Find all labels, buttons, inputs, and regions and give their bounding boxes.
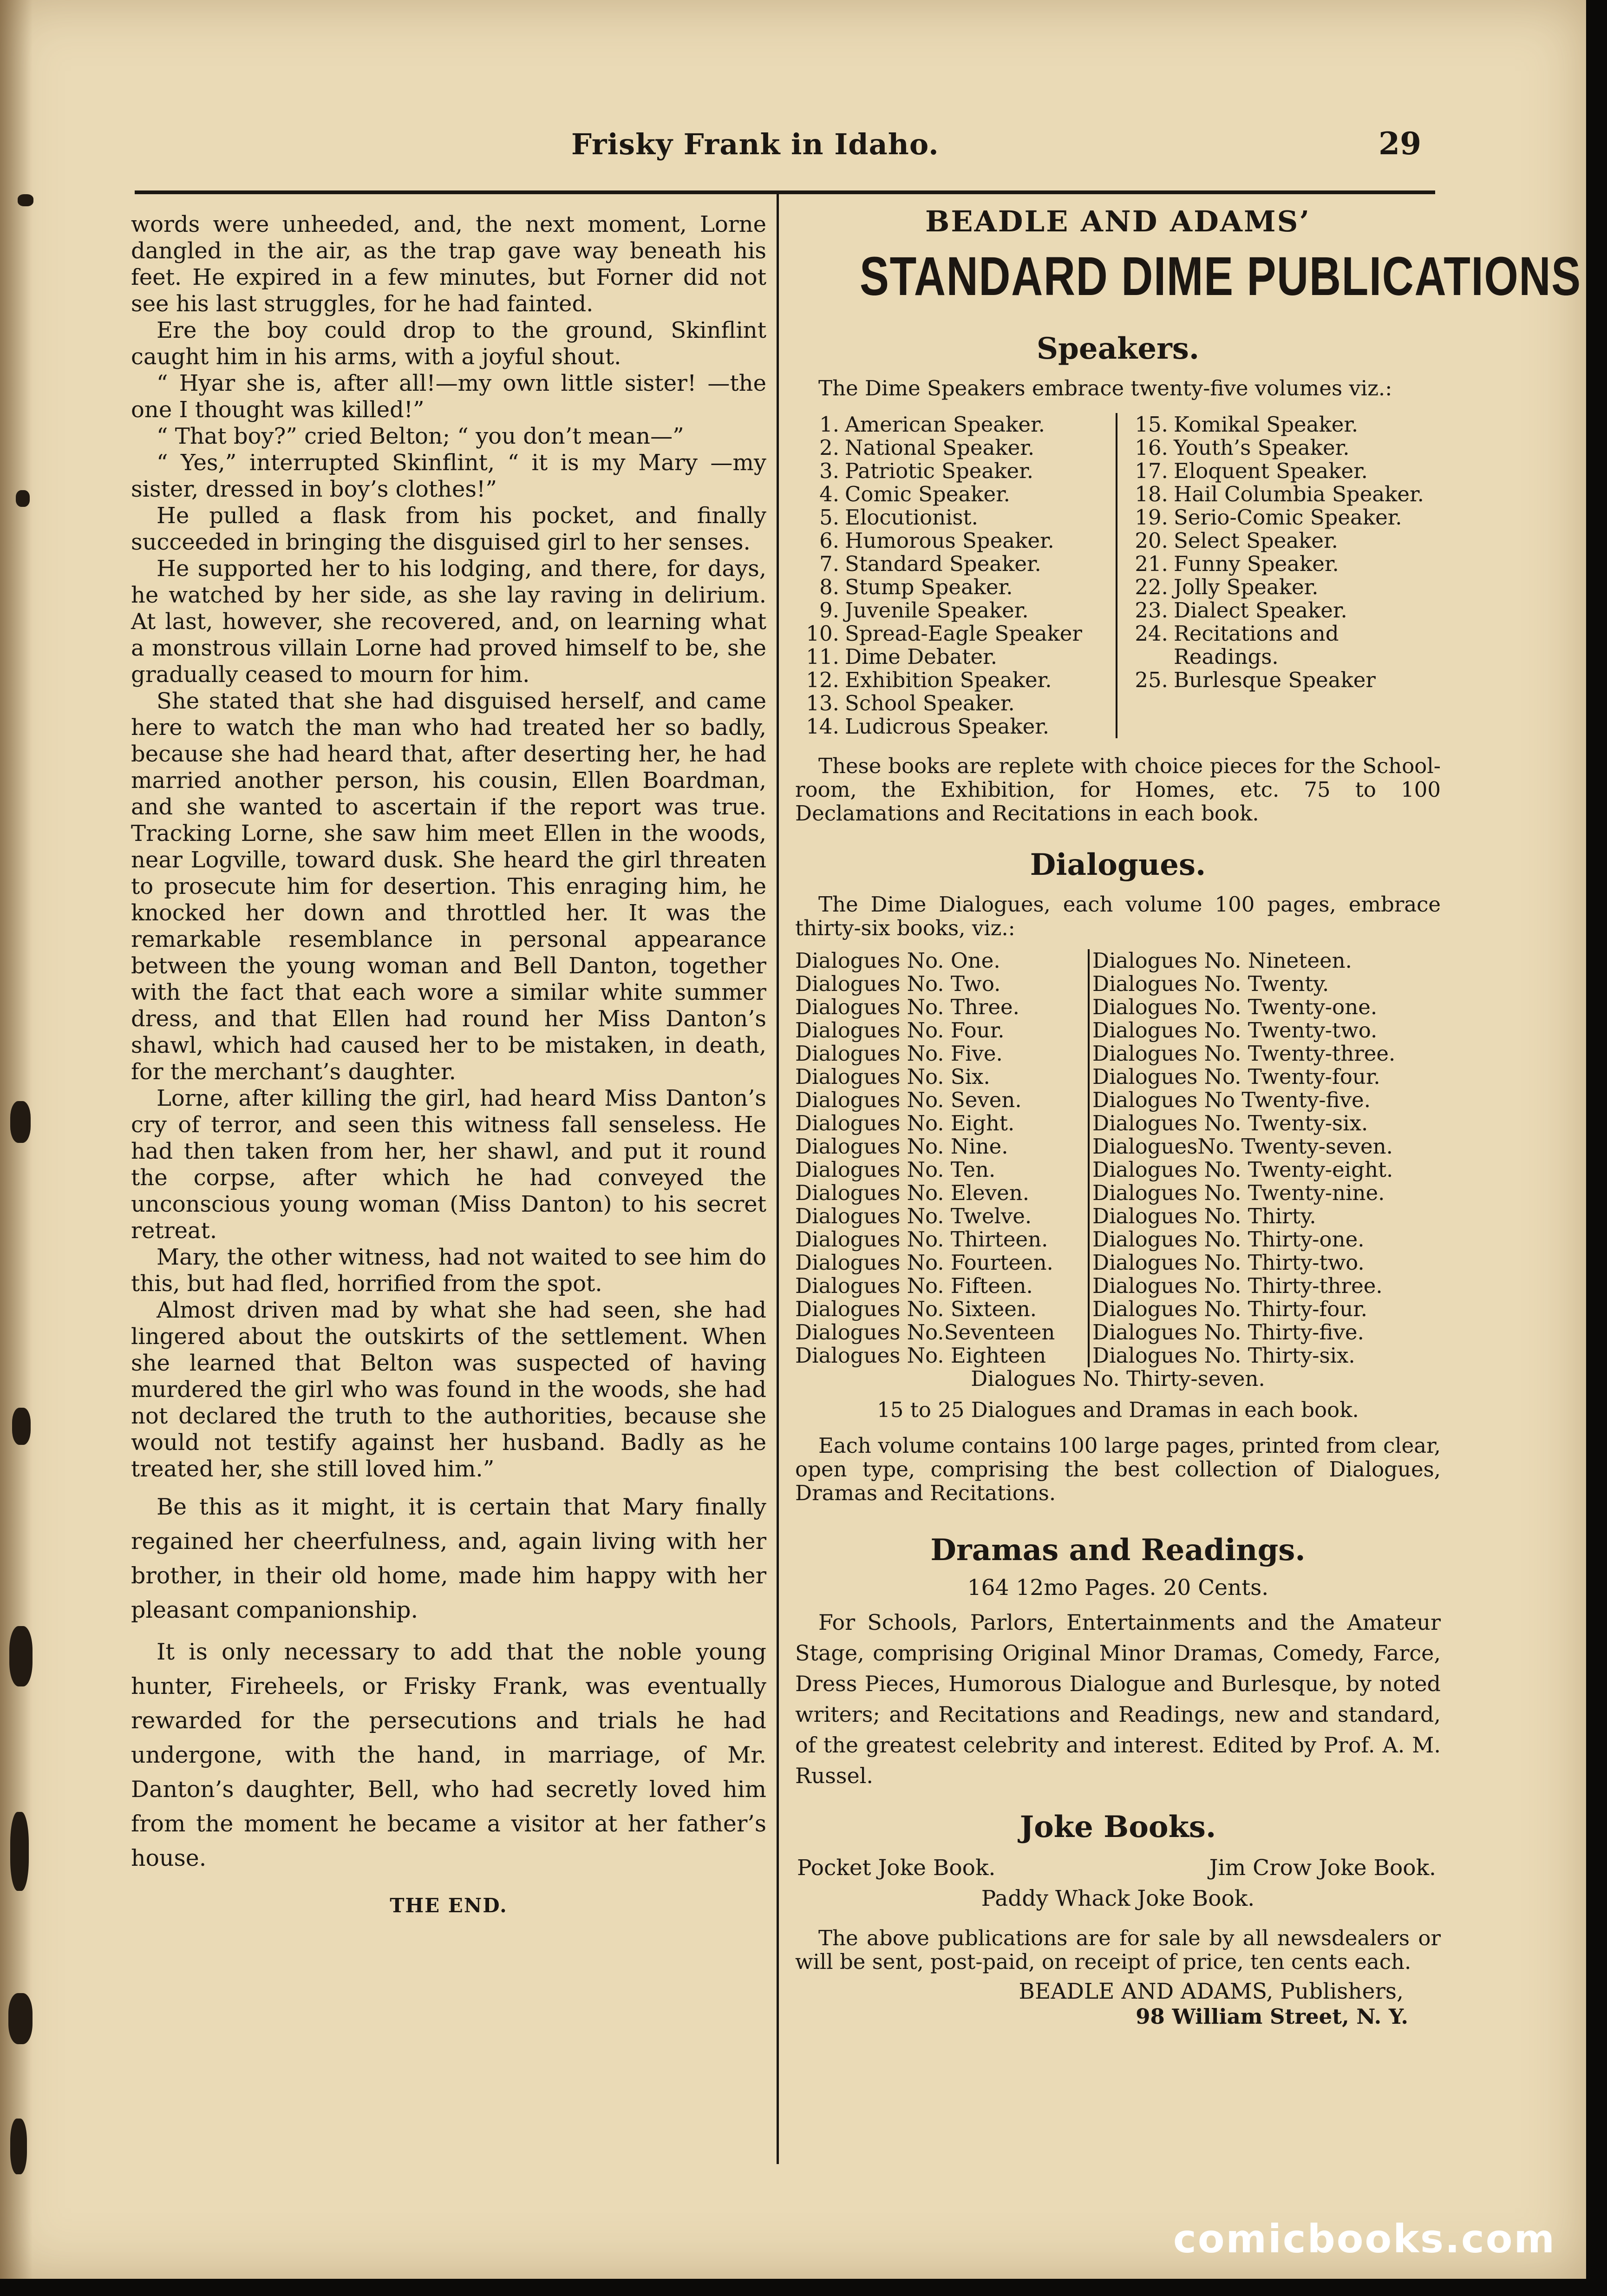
speaker-title: Humorous Speaker. — [845, 528, 1054, 553]
speaker-list-item — [795, 413, 1116, 436]
running-title: Frisky Frank in Idaho. — [571, 127, 939, 161]
speaker-title: Standard Speaker. — [845, 551, 1041, 576]
story-paragraph: He pulled a flask from his pocket, and finally succeeded in bringing the disguised girl to her senses. — [131, 503, 766, 555]
dialogue-list-item: Dialogues No. Three. — [795, 995, 1019, 1019]
dialogues-extra-item: Dialogues No. Thirty-seven. — [971, 1366, 1265, 1391]
speaker-number: 18. — [1135, 482, 1168, 506]
speaker-number: 6. — [819, 528, 839, 553]
speaker-number: 17. — [1135, 459, 1168, 483]
dialogue-list-item: Dialogues No. Twenty-eight. — [1092, 1157, 1393, 1182]
story-paragraph: Be this as it might, it is certain that Mary finally regained her cheerfulness, and, again living with her brother, in their old home, made him happy with her pleasant companionship. — [131, 1494, 766, 1623]
catalog-title: STANDARD DIME PUBLICATIONS — [860, 246, 1581, 307]
running-head — [135, 122, 1435, 173]
publisher-heading: BEADLE AND ADAMS’ — [925, 204, 1311, 238]
dialogue-list-item: Dialogues No. Fourteen. — [795, 1250, 1053, 1275]
speaker-list-item — [1124, 599, 1441, 622]
speaker-title: Juvenile Speaker. — [845, 598, 1029, 623]
speaker-number: 21. — [1135, 551, 1168, 576]
speaker-number: 14. — [806, 714, 839, 739]
speaker-title: National Speaker. — [845, 435, 1035, 460]
joke-books-row — [795, 1853, 1441, 1883]
speaker-title: Comic Speaker. — [845, 482, 1010, 506]
speaker-number: 7. — [819, 551, 839, 576]
header-rule — [135, 190, 1435, 194]
dialogue-list-item: Dialogues No. Thirty-two. — [1092, 1250, 1365, 1275]
dialogue-list-item: Dialogues No. Thirty-four. — [1092, 1297, 1368, 1321]
dramas-heading: Dramas and Readings. — [930, 1533, 1306, 1568]
speakers-list-column — [1116, 413, 1441, 738]
speaker-number: 5. — [819, 505, 839, 530]
story-paragraph: It is only necessary to add that the noble young hunter, Fireheels, or Frisky Frank, was eventually rewarded for the persecutions and trials he had undergone, with the hand, in marriage, of Mr. Danton’s daughter, Bell, who had secretly loved him from the moment he became a visitor at her father’s house. — [131, 1639, 766, 1871]
speaker-list-item — [1124, 459, 1441, 483]
sale-note: The above publications are for sale by all newsdealers or will be sent, post-paid, on receipt of price, ten cents each. — [795, 1926, 1441, 1974]
story-paragraph: “ That boy?” cried Belton; “ you don’t mean—” — [157, 423, 684, 449]
dialogues-list — [795, 949, 1441, 1367]
dialogue-list-item: Dialogues No. Sixteen. — [795, 1297, 1037, 1321]
dialogue-list-item: Dialogues No. Thirty-six. — [1092, 1343, 1355, 1368]
speaker-number: 16. — [1135, 435, 1168, 460]
dialogue-list-item: Dialogues No. Thirteen. — [795, 1227, 1048, 1252]
dialogue-list-item: Dialogues No. Nine. — [795, 1134, 1008, 1159]
speaker-title: Funny Speaker. — [1174, 551, 1339, 576]
binding-mark — [9, 1626, 33, 1686]
speaker-title: Eloquent Speaker. — [1174, 459, 1368, 483]
dialogues-intro: The Dime Dialogues, each volume 100 pages, embrace thirty-six books, viz.: — [795, 892, 1441, 940]
speaker-list-item — [795, 599, 1116, 622]
speaker-title: Select Speaker. — [1174, 528, 1338, 553]
dramas-price: 164 12mo Pages. 20 Cents. — [967, 1575, 1269, 1601]
catalog-column — [795, 204, 1581, 2029]
speaker-title: School Speaker. — [845, 691, 1015, 715]
speakers-heading: Speakers. — [1036, 331, 1200, 366]
dialogue-list-item: Dialogues No. Five. — [795, 1041, 1003, 1066]
dialogue-list-item: Dialogues No. Two. — [795, 971, 1001, 996]
dialogue-list-item: Dialogues No. Eleven. — [795, 1181, 1030, 1205]
dialogue-list-item: Dialogues No. Twenty-nine. — [1092, 1181, 1385, 1205]
dialogue-list-item: Dialogues No. Six. — [795, 1064, 990, 1089]
speakers-intro: The Dime Speakers embrace twenty-five volumes viz.: — [818, 376, 1392, 400]
dialogue-list-item: Dialogues No. One. — [795, 948, 1000, 973]
dialogue-list-item: Dialogues No. Thirty-three. — [1092, 1273, 1383, 1298]
speaker-list-item — [1124, 483, 1441, 506]
speaker-title: Exhibition Speaker. — [845, 668, 1052, 692]
speakers-list — [795, 413, 1441, 738]
speaker-number: 22. — [1135, 575, 1168, 599]
dialogue-list-item: Dialogues No. Twenty-four. — [1092, 1064, 1380, 1089]
speaker-number: 8. — [819, 575, 839, 599]
speaker-title: Dime Debater. — [845, 644, 998, 669]
story-paragraph: words were unheeded, and, the next moment, Lorne dangled in the air, as the trap gave way beneath his feet. He expired in a few minutes, but Forner did not see his last struggles, for he had fainted. — [131, 211, 766, 317]
dialogue-list-item: Dialogues No. Twelve. — [795, 1204, 1032, 1228]
speaker-title: Spread-Eagle Speaker — [845, 621, 1082, 646]
speaker-title: Hail Columbia Speaker. — [1174, 482, 1424, 506]
dialogue-list-item: Dialogues No. Thirty. — [1092, 1204, 1316, 1228]
publisher-imprint: BEADLE AND ADAMS, Publishers, — [1019, 1979, 1404, 2004]
speaker-list-item — [795, 483, 1116, 506]
speaker-title: Jolly Speaker. — [1174, 575, 1319, 599]
speaker-number: 9. — [819, 598, 839, 623]
publisher-address: 98 William Street, N. Y. — [1136, 2004, 1408, 2029]
binding-mark — [10, 1812, 29, 1891]
speaker-title: Stump Speaker. — [845, 575, 1013, 599]
dialogue-list-item: Dialogues No. Eighteen — [795, 1343, 1046, 1368]
dialogue-list-item: Dialogues No. Twenty-two. — [1092, 1018, 1378, 1043]
speaker-number: 2. — [819, 435, 839, 460]
dialogues-list-column — [1088, 949, 1441, 1367]
speaker-list-item — [1124, 552, 1441, 576]
speaker-list-item — [1124, 576, 1441, 599]
speaker-title: Ludicrous Speaker. — [845, 714, 1050, 739]
speaker-number: 24. — [1135, 621, 1168, 646]
speaker-title: Patriotic Speaker. — [845, 459, 1034, 483]
speaker-number: 3. — [819, 459, 839, 483]
story-paragraph: Ere the boy could drop to the ground, Skinflint caught him in his arms, with a joyful shout. — [131, 317, 766, 370]
speaker-title: Komikal Speaker. — [1174, 412, 1359, 437]
story-column — [131, 211, 766, 1917]
joke-book-item: Pocket Joke Book. — [797, 1855, 996, 1881]
dialogue-list-item: Dialogues No. Seven. — [795, 1088, 1022, 1112]
dramas-description: For Schools, Parlors, Entertainments and the Amateur Stage, comprising Original Minor Dramas, Comedy, Farce, Dress Pieces, Humorous Dialogue and Burlesque, by noted writers; and Recitations and Readings, new and standard, of the greatest celebrity and interest. Edited by Prof. A. M. Russel. — [795, 1610, 1441, 1788]
speaker-number: 12. — [806, 668, 839, 692]
binding-mark — [8, 1993, 33, 2044]
dialogue-list-item: Dialogues No. Twenty-one. — [1092, 995, 1378, 1019]
dialogue-list-item: Dialogues No.Seventeen — [795, 1320, 1055, 1345]
speaker-number: 23. — [1135, 598, 1168, 623]
story-paragraph: Lorne, after killing the girl, had heard Miss Danton’s cry of terror, and seen this witness fall senseless. He had then taken from her, her shawl, and put it round the corpse, after which he had conveyed the unconscious young woman (Miss Danton) to his secret retreat. — [131, 1085, 766, 1244]
dialogue-list-item: Dialogues No. Fifteen. — [795, 1273, 1033, 1298]
speaker-number: 20. — [1135, 528, 1168, 553]
speaker-list-item — [1124, 436, 1441, 459]
binding-mark — [16, 490, 30, 507]
speaker-number: 10. — [806, 621, 839, 646]
binding-mark — [10, 1101, 31, 1143]
dialogue-list-item: Dialogues No. Eight. — [795, 1111, 1015, 1135]
dialogues-list-column — [795, 949, 1088, 1367]
binding-mark — [10, 2119, 27, 2174]
speaker-list-item — [795, 459, 1116, 483]
dialogue-list-item: Dialogues No Twenty-five. — [1092, 1088, 1371, 1112]
dialogues-heading: Dialogues. — [1030, 847, 1206, 882]
speaker-list-item — [1124, 669, 1441, 692]
dialogue-list-item: Dialogues No. Four. — [795, 1018, 1005, 1043]
speaker-list-item — [795, 645, 1116, 669]
speaker-list-item — [795, 622, 1116, 645]
column-divider — [777, 194, 779, 2164]
joke-book-item: Jim Crow Joke Book. — [1209, 1855, 1436, 1881]
speaker-list-item — [795, 669, 1116, 692]
speaker-title: Youth’s Speaker. — [1174, 435, 1350, 460]
speaker-number: 15. — [1135, 412, 1168, 437]
story-paragraph: “ Yes,” interrupted Skinflint, “ it is my Mary —my sister, dressed in boy’s clothes!” — [131, 450, 766, 502]
speaker-list-item — [795, 552, 1116, 576]
speaker-list-item — [1124, 529, 1441, 552]
dialogue-list-item: Dialogues No. Thirty-five. — [1092, 1320, 1364, 1345]
story-paragraph: Almost driven mad by what she had seen, she had lingered about the outskirts of the settlement. When she learned that Belton was suspected of having murdered the girl who was found in the woods, she had not declared the truth to the authorities, because she would not testify against her husband. Badly as he treated her, she still loved him.” — [131, 1297, 766, 1482]
speaker-list-item — [795, 506, 1116, 529]
dialogue-list-item: Dialogues No. Thirty-one. — [1092, 1227, 1365, 1252]
dialogue-list-item: Dialogues No. Twenty. — [1092, 971, 1329, 996]
speaker-title: American Speaker. — [845, 412, 1045, 437]
speaker-list-item — [795, 576, 1116, 599]
dialogue-list-item: Dialogues No. Twenty-six. — [1092, 1111, 1368, 1135]
speaker-list-item — [795, 436, 1116, 459]
speaker-title: Dialect Speaker. — [1174, 598, 1347, 623]
speaker-title: Serio-Comic Speaker. — [1174, 505, 1402, 530]
speaker-number: 13. — [806, 691, 839, 715]
story-paragraph: Mary, the other witness, had not waited to see him do this, but had fled, horrified from the spot. — [131, 1244, 766, 1297]
speaker-title: Elocutionist. — [845, 505, 978, 530]
story-paragraph: “ Hyar she is, after all!—my own little sister! —the one I thought was killed!” — [131, 370, 766, 423]
speaker-number: 4. — [819, 482, 839, 506]
speakers-list-column — [795, 413, 1116, 738]
binding-mark — [18, 194, 33, 206]
speaker-list-item — [1124, 506, 1441, 529]
speaker-title: Recitations and Readings. — [1174, 621, 1339, 669]
binding-mark — [12, 1408, 31, 1445]
speakers-note: These books are replete with choice pieces for the School-room, the Exhibition, for Homes, etc. 75 to 100 Declamations and Recitations in each book. — [795, 754, 1441, 826]
joke-book-item: Paddy Whack Joke Book. — [981, 1886, 1255, 1911]
speaker-number: 11. — [806, 644, 839, 669]
dialogue-list-item: Dialogues No. Ten. — [795, 1157, 996, 1182]
watermark: comicbooks.com — [1173, 2216, 1556, 2262]
speaker-list-item — [795, 529, 1116, 552]
dialogue-list-item: DialoguesNo. Twenty-seven. — [1092, 1134, 1393, 1159]
dialogue-list-item: Dialogues No. Nineteen. — [1092, 948, 1352, 973]
story-paragraph: He supported her to his lodging, and there, for days, he watched by her side, as she lay raving in delirium. At last, however, she recovered, and, on learning what a monstrous villain Lorne had proved himself to be, she gradually ceased to mourn for him. — [131, 556, 766, 688]
dialogue-list-item: Dialogues No. Twenty-three. — [1092, 1041, 1396, 1066]
dialogues-note: Each volume contains 100 large pages, printed from clear, open type, comprising the best collection of Dialogues, Dramas and Recitations. — [795, 1433, 1441, 1505]
story-paragraph: She stated that she had disguised herself, and came here to watch the man who had treated her so badly, because she had heard that, after deserting her, he had married another person, his cousin, Ellen Boardman, and she wanted to ascertain if the report was true. Tracking Lorne, she saw him meet Ellen in the woods, near Logville, toward dusk. She heard the girl threaten to prosecute him for desertion. This enraging him, he knocked her down and throttled her. It was the remarkable resemblance in personal appearance between the young woman and Bell Danton, together with the fact that each wore a similar white summer dress, and that Ellen had round her Miss Danton’s shawl, which had caused her to be mistaken, in death, for the merchant’s daughter. — [131, 688, 766, 1085]
dialogues-count: 15 to 25 Dialogues and Dramas in each book. — [877, 1397, 1359, 1422]
speaker-number: 19. — [1135, 505, 1168, 530]
speaker-title: Burlesque Speaker — [1174, 668, 1376, 692]
speaker-number: 25. — [1135, 668, 1168, 692]
speaker-list-item — [1124, 622, 1441, 669]
speaker-list-item — [1124, 413, 1441, 436]
speaker-number: 1. — [819, 412, 839, 437]
the-end: THE END. — [390, 1894, 508, 1917]
joke-books-heading: Joke Books. — [1019, 1810, 1216, 1844]
page-number: 29 — [1378, 125, 1421, 162]
speaker-list-item — [795, 715, 1116, 738]
speaker-list-item — [795, 692, 1116, 715]
